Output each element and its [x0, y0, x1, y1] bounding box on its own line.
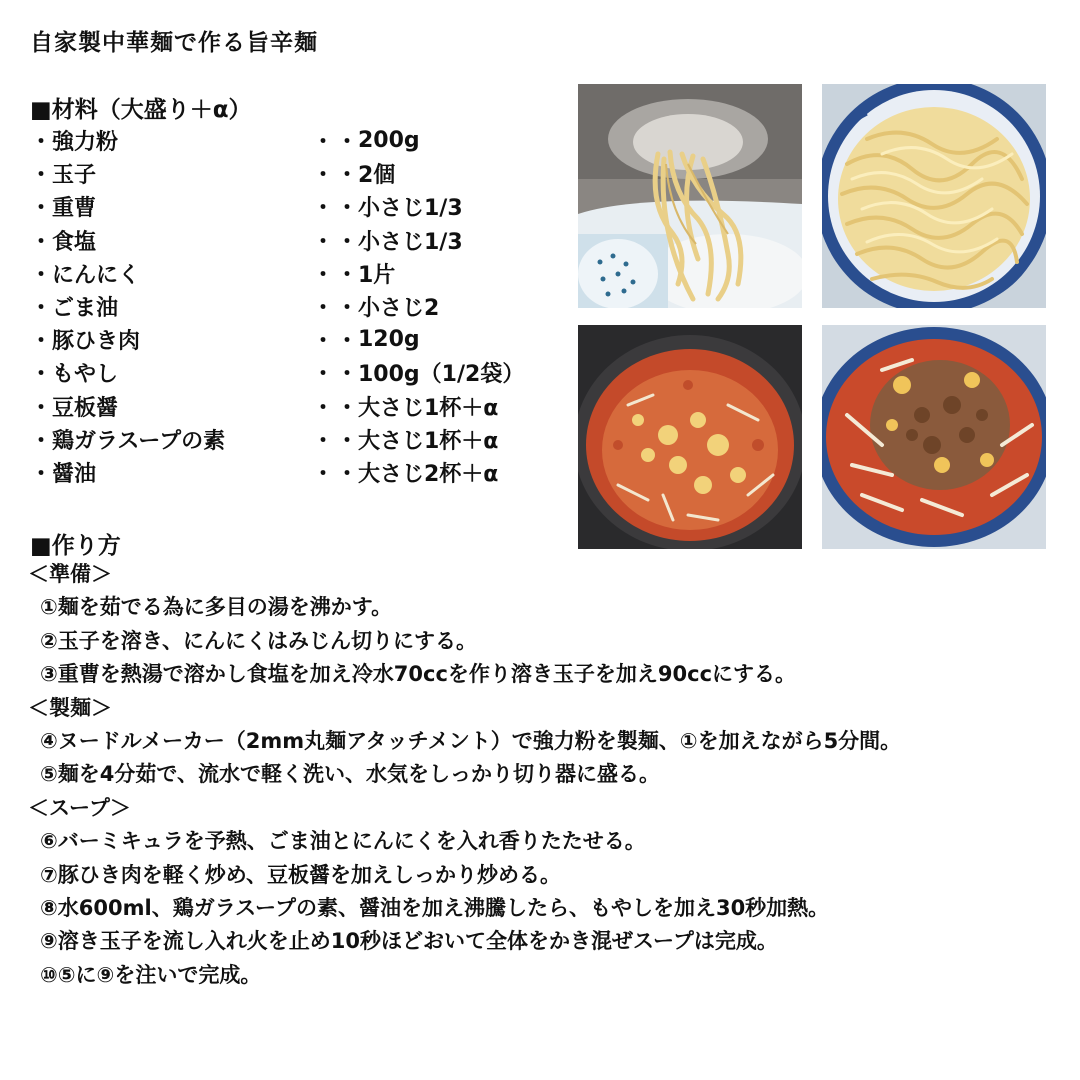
ingredient-amount: 120g — [358, 327, 420, 353]
ingredient-row — [30, 224, 570, 257]
photo-noodles-bowl — [822, 84, 1046, 308]
ingredient-row — [30, 323, 570, 356]
step-text: ⑤麺を4分茹で、流水で軽く洗い、水気をしっかり切り器に盛る。 — [40, 762, 660, 787]
ingredient-amount: 大さじ2杯＋α — [358, 461, 499, 487]
ingredient-name: ・ごま油 — [30, 296, 119, 322]
ingredient-row — [30, 124, 570, 157]
ingredient-name: ・醤油 — [30, 461, 97, 487]
section-label: ＜製麺＞ — [28, 695, 112, 720]
photo-soup-pot — [578, 325, 802, 549]
ingredient-name: ・重曹 — [30, 196, 97, 222]
ingredient-amount: 200g — [358, 128, 420, 154]
ingredient-row — [30, 356, 570, 389]
ingredient-dots: ・・ — [312, 428, 361, 454]
step-text: ④ヌードルメーカー（2mm丸麺アタッチメント）で強力粉を製麺、①を加えながら5分間。 — [40, 728, 902, 753]
ingredient-dots: ・・ — [312, 362, 361, 388]
ingredient-amount: 小さじ1/3 — [358, 196, 463, 222]
ingredient-dots: ・・ — [312, 262, 361, 288]
ingredient-row — [30, 157, 570, 190]
ingredient-row — [30, 190, 570, 223]
section-label: ＜準備＞ — [28, 562, 112, 586]
ingredients-heading: ■材料（大盛り＋α） — [30, 97, 252, 123]
photo-finished-dish — [822, 325, 1046, 549]
step-text: ①麺を茹でる為に多目の湯を沸かす。 — [40, 595, 393, 620]
step-text: ⑥バーミキュラを予熱、ごま油とにんにくを入れ香りたたせる。 — [40, 829, 646, 854]
ingredient-amount: 大さじ1杯＋α — [358, 428, 499, 454]
ingredient-amount: 1片 — [358, 262, 396, 288]
ingredient-row — [30, 257, 570, 290]
ingredient-name: ・もやし — [30, 362, 119, 388]
ingredient-name: ・にんにく — [30, 262, 141, 288]
step-text: ⑧水600ml、鶏ガラスープの素、醤油を加え沸騰したら、もやしを加え30秒加熱。 — [40, 895, 830, 920]
ingredient-name: ・強力粉 — [30, 130, 119, 156]
ingredient-amount: 小さじ1/3 — [358, 229, 463, 255]
ingredient-amount: 小さじ2 — [358, 296, 440, 322]
ingredient-amount: 大さじ1杯＋α — [358, 395, 499, 421]
ingredient-row — [30, 390, 570, 423]
ingredient-dots: ・・ — [312, 163, 361, 189]
ingredients-list — [30, 124, 570, 489]
ingredient-name: ・玉子 — [30, 163, 97, 189]
ingredient-dots: ・・ — [312, 130, 361, 156]
section-label: ＜スープ＞ — [28, 795, 131, 820]
step-text: ⑨溶き玉子を流し入れ火を止め10秒ほどおいて全体をかき混ぜスープは完成。 — [40, 929, 778, 954]
ingredient-dots: ・・ — [312, 461, 361, 487]
method-heading: ■作り方 — [30, 533, 121, 559]
ingredient-dots: ・・ — [312, 395, 361, 421]
ingredient-dots: ・・ — [312, 196, 361, 222]
step-text: ⑩⑤に⑨を注いで完成。 — [40, 962, 262, 987]
photo-grid — [578, 84, 1048, 550]
ingredient-name: ・鶏ガラスープの素 — [30, 428, 226, 454]
ingredient-name: ・豚ひき肉 — [30, 329, 141, 355]
ingredient-row — [30, 456, 570, 489]
ingredient-amount: 2個 — [358, 163, 396, 189]
ingredient-name: ・豆板醤 — [30, 395, 119, 421]
photo-noodle-maker — [578, 84, 802, 308]
ingredient-dots: ・・ — [312, 229, 361, 255]
ingredient-row — [30, 290, 570, 323]
step-text: ②玉子を溶き、にんにくはみじん切りにする。 — [40, 628, 477, 653]
ingredient-dots: ・・ — [312, 329, 361, 355]
method-steps — [28, 558, 1068, 992]
step-text: ⑦豚ひき肉を軽く炒め、豆板醤を加えしっかり炒める。 — [40, 862, 561, 887]
ingredient-dots: ・・ — [312, 296, 361, 322]
step-text: ③重曹を熱湯で溶かし食塩を加え冷水70ccを作り溶き玉子を加え90ccにする。 — [40, 662, 797, 687]
ingredient-name: ・食塩 — [30, 229, 97, 255]
ingredient-row — [30, 423, 570, 456]
ingredient-amount: 100g（1/2袋） — [358, 362, 525, 388]
page-title: 自家製中華麺で作る旨辛麺 — [30, 30, 318, 56]
